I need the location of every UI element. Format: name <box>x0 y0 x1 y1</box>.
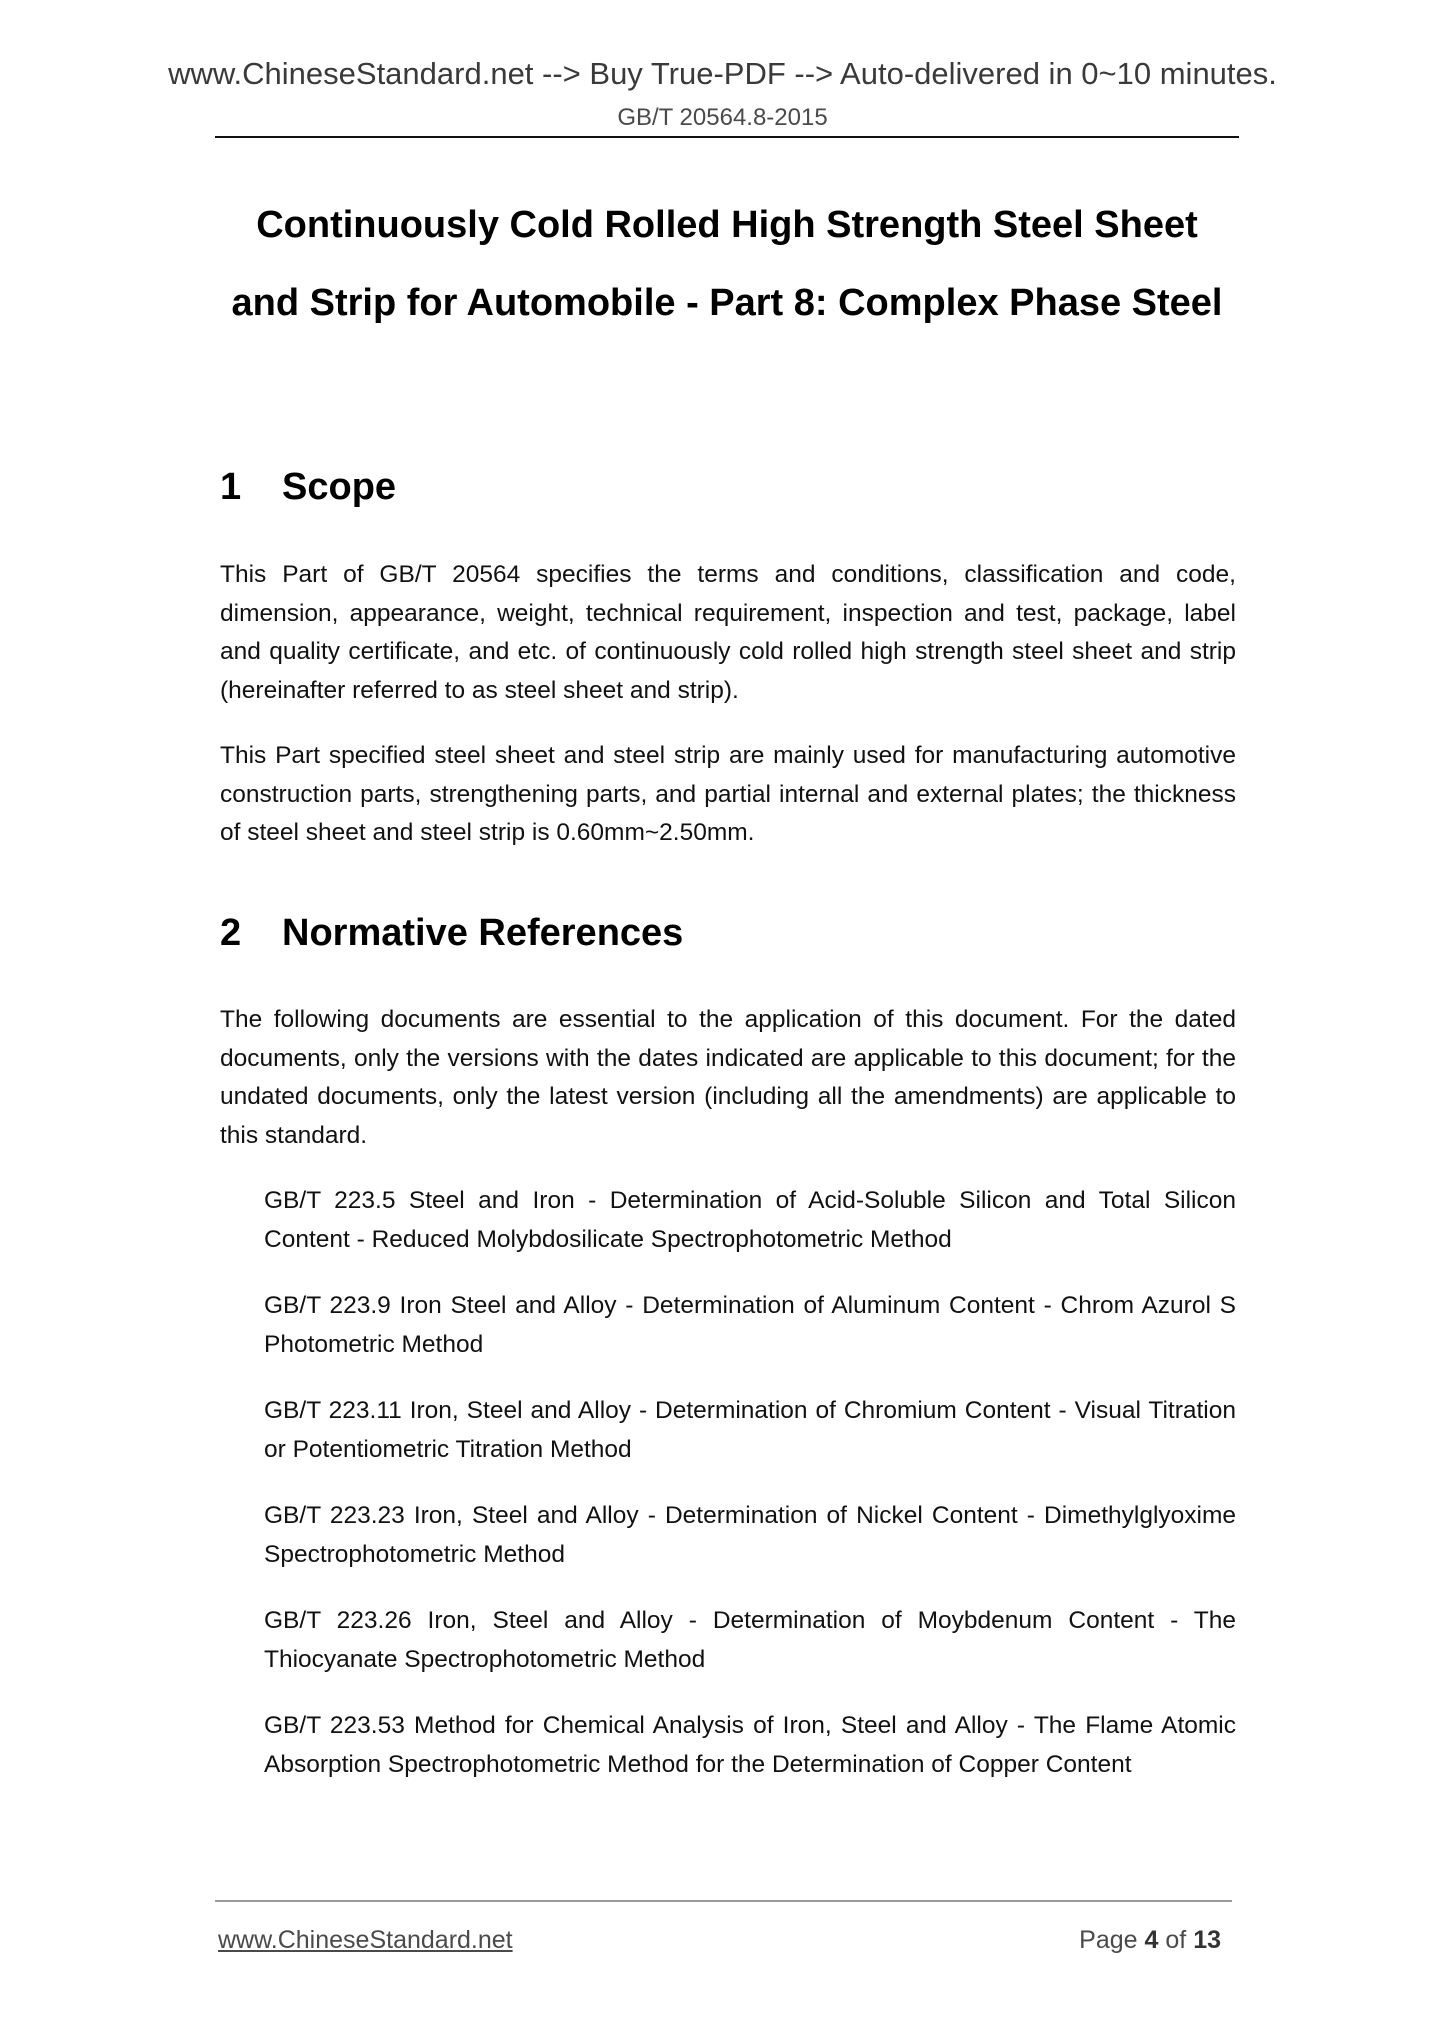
title-line-2: and Strip for Automobile - Part 8: Complex Phase Steel <box>231 282 1223 324</box>
normative-references-intro: The following documents are essential to the application of this document. For the dated documents, only the versions with the dates indicated are applicable to this document; for the undated documents, only the latest version (including all the amendments) are applicable to this standard. <box>220 1006 1236 1149</box>
reference-item: GB/T 223.26 Iron, Steel and Alloy - Determination of Moybdenum Content - The Thiocyanate Spectrophotometric Method <box>264 1607 1236 1673</box>
footer-divider <box>215 1900 1232 1902</box>
footer-website-link[interactable]: www.ChineseStandard.net <box>218 1926 513 1954</box>
title-line-1: Continuously Cold Rolled High Strength Steel Sheet <box>256 204 1198 246</box>
reference-item: GB/T 223.9 Iron Steel and Alloy - Determination of Aluminum Content - Chrom Azurol S Photometric Method <box>264 1292 1236 1358</box>
section-title: Normative References <box>282 912 684 954</box>
section-heading-normative-references <box>220 912 683 955</box>
header-banner: www.ChineseStandard.net --> Buy True-PDF --> Auto-delivered in 0~10 minutes. <box>168 56 1277 91</box>
header-standard-code: GB/T 20564.8-2015 <box>617 104 828 131</box>
page-total: 13 <box>1193 1926 1221 1954</box>
page-label: Page <box>1079 1926 1138 1954</box>
section-number: 1 <box>220 466 242 508</box>
reference-item: GB/T 223.53 Method for Chemical Analysis of Iron, Steel and Alloy - The Flame Atomic Absorption Spectrophotometric Method for the Determination of Copper Content <box>264 1712 1236 1778</box>
header-divider <box>215 136 1239 138</box>
reference-item: GB/T 223.5 Steel and Iron - Determination of Acid-Soluble Silicon and Total Silicon Content - Reduced Molybdosilicate Spectrophotometric Method <box>264 1187 1236 1253</box>
document-title <box>215 186 1239 342</box>
section-heading-scope <box>220 466 396 509</box>
reference-item: GB/T 223.23 Iron, Steel and Alloy - Determination of Nickel Content - Dimethylglyoxime Spectrophotometric Method <box>264 1502 1236 1568</box>
page-of-label: of <box>1165 1926 1187 1954</box>
section-title: Scope <box>282 466 397 508</box>
section-number: 2 <box>220 912 242 954</box>
scope-paragraph-2: This Part specified steel sheet and steel strip are mainly used for manufacturing automotive construction parts, strengthening parts, and partial internal and external plates; the thickness of steel sheet and steel strip is 0.60mm~2.50mm. <box>220 742 1236 846</box>
reference-item: GB/T 223.11 Iron, Steel and Alloy - Determination of Chromium Content - Visual Titration or Potentiometric Titration Method <box>264 1397 1236 1463</box>
page-current: 4 <box>1144 1926 1159 1954</box>
scope-paragraph-1: This Part of GB/T 20564 specifies the terms and conditions, classification and code, dimension, appearance, weight, technical requirement, inspection and test, package, label and quality certificate, and etc. of continuously cold rolled high strength steel sheet and strip (hereinafter referred to as steel sheet and strip). <box>220 561 1236 704</box>
page-indicator <box>1079 1926 1221 1955</box>
